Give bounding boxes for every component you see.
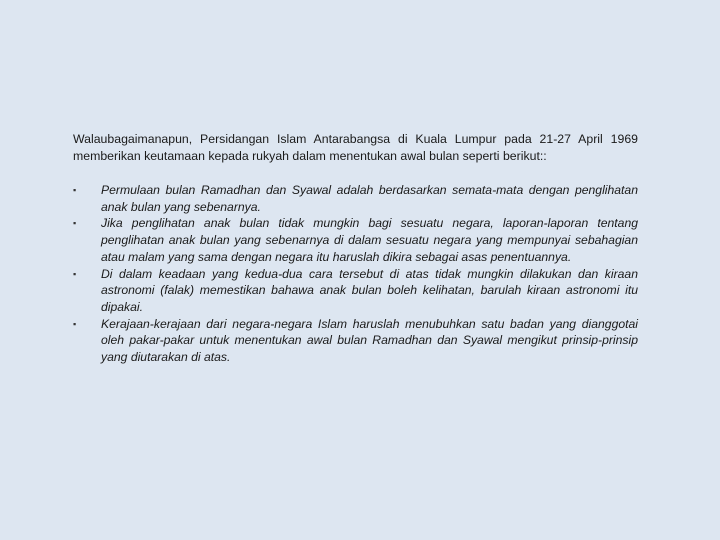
bullet-text: Jika penglihatan anak bulan tidak mungkin bagi sesuatu negara, laporan-laporan tentang penglihatan anak bulan yang sebenarnya di dalam sesuatu negara yang mempunyai sebahagian atau malam yang sama dengan negara itu haruslah dikira sebagai asas penentuannya. [101, 216, 638, 264]
bullet-text: Permulaan bulan Ramadhan dan Syawal adalah berdasarkan semata-mata dengan penglihatan anak bulan yang sebenarnya. [101, 183, 638, 214]
bullet-marker-icon: ▪ [73, 185, 77, 195]
intro-paragraph: Walaubagaimanapun, Persidangan Islam Antarabangsa di Kuala Lumpur pada 21-27 April 1969 memberikan keutamaan kepada rukyah dalam menentukan awal bulan seperti berikut:: [73, 132, 638, 163]
bullet-text: Di dalam keadaan yang kedua-dua cara tersebut di atas tidak mungkin dilakukan dan kiraan astronomi (falak) memestikan bahawa anak bulan boleh kelihatan, barulah kiraan astronomi itu dipakai. [101, 266, 638, 314]
bullet-marker-icon: ▪ [73, 268, 77, 279]
bullet-item [73, 182, 638, 215]
bullet-marker-icon: ▪ [73, 318, 77, 329]
bullet-item [73, 316, 638, 366]
slide-content [73, 131, 638, 366]
bullet-marker-icon: ▪ [73, 218, 77, 229]
bullet-list [73, 182, 638, 366]
bullet-item [73, 266, 638, 316]
bullet-text: Kerajaan-kerajaan dari negara-negara Islam haruslah menubuhkan satu badan yang dianggotai oleh pakar-pakar untuk menentukan awal bulan Ramadhan dan Syawal mengikut prinsip-prinsip yang diutarakan di atas. [101, 316, 638, 365]
bullet-item [73, 215, 638, 265]
